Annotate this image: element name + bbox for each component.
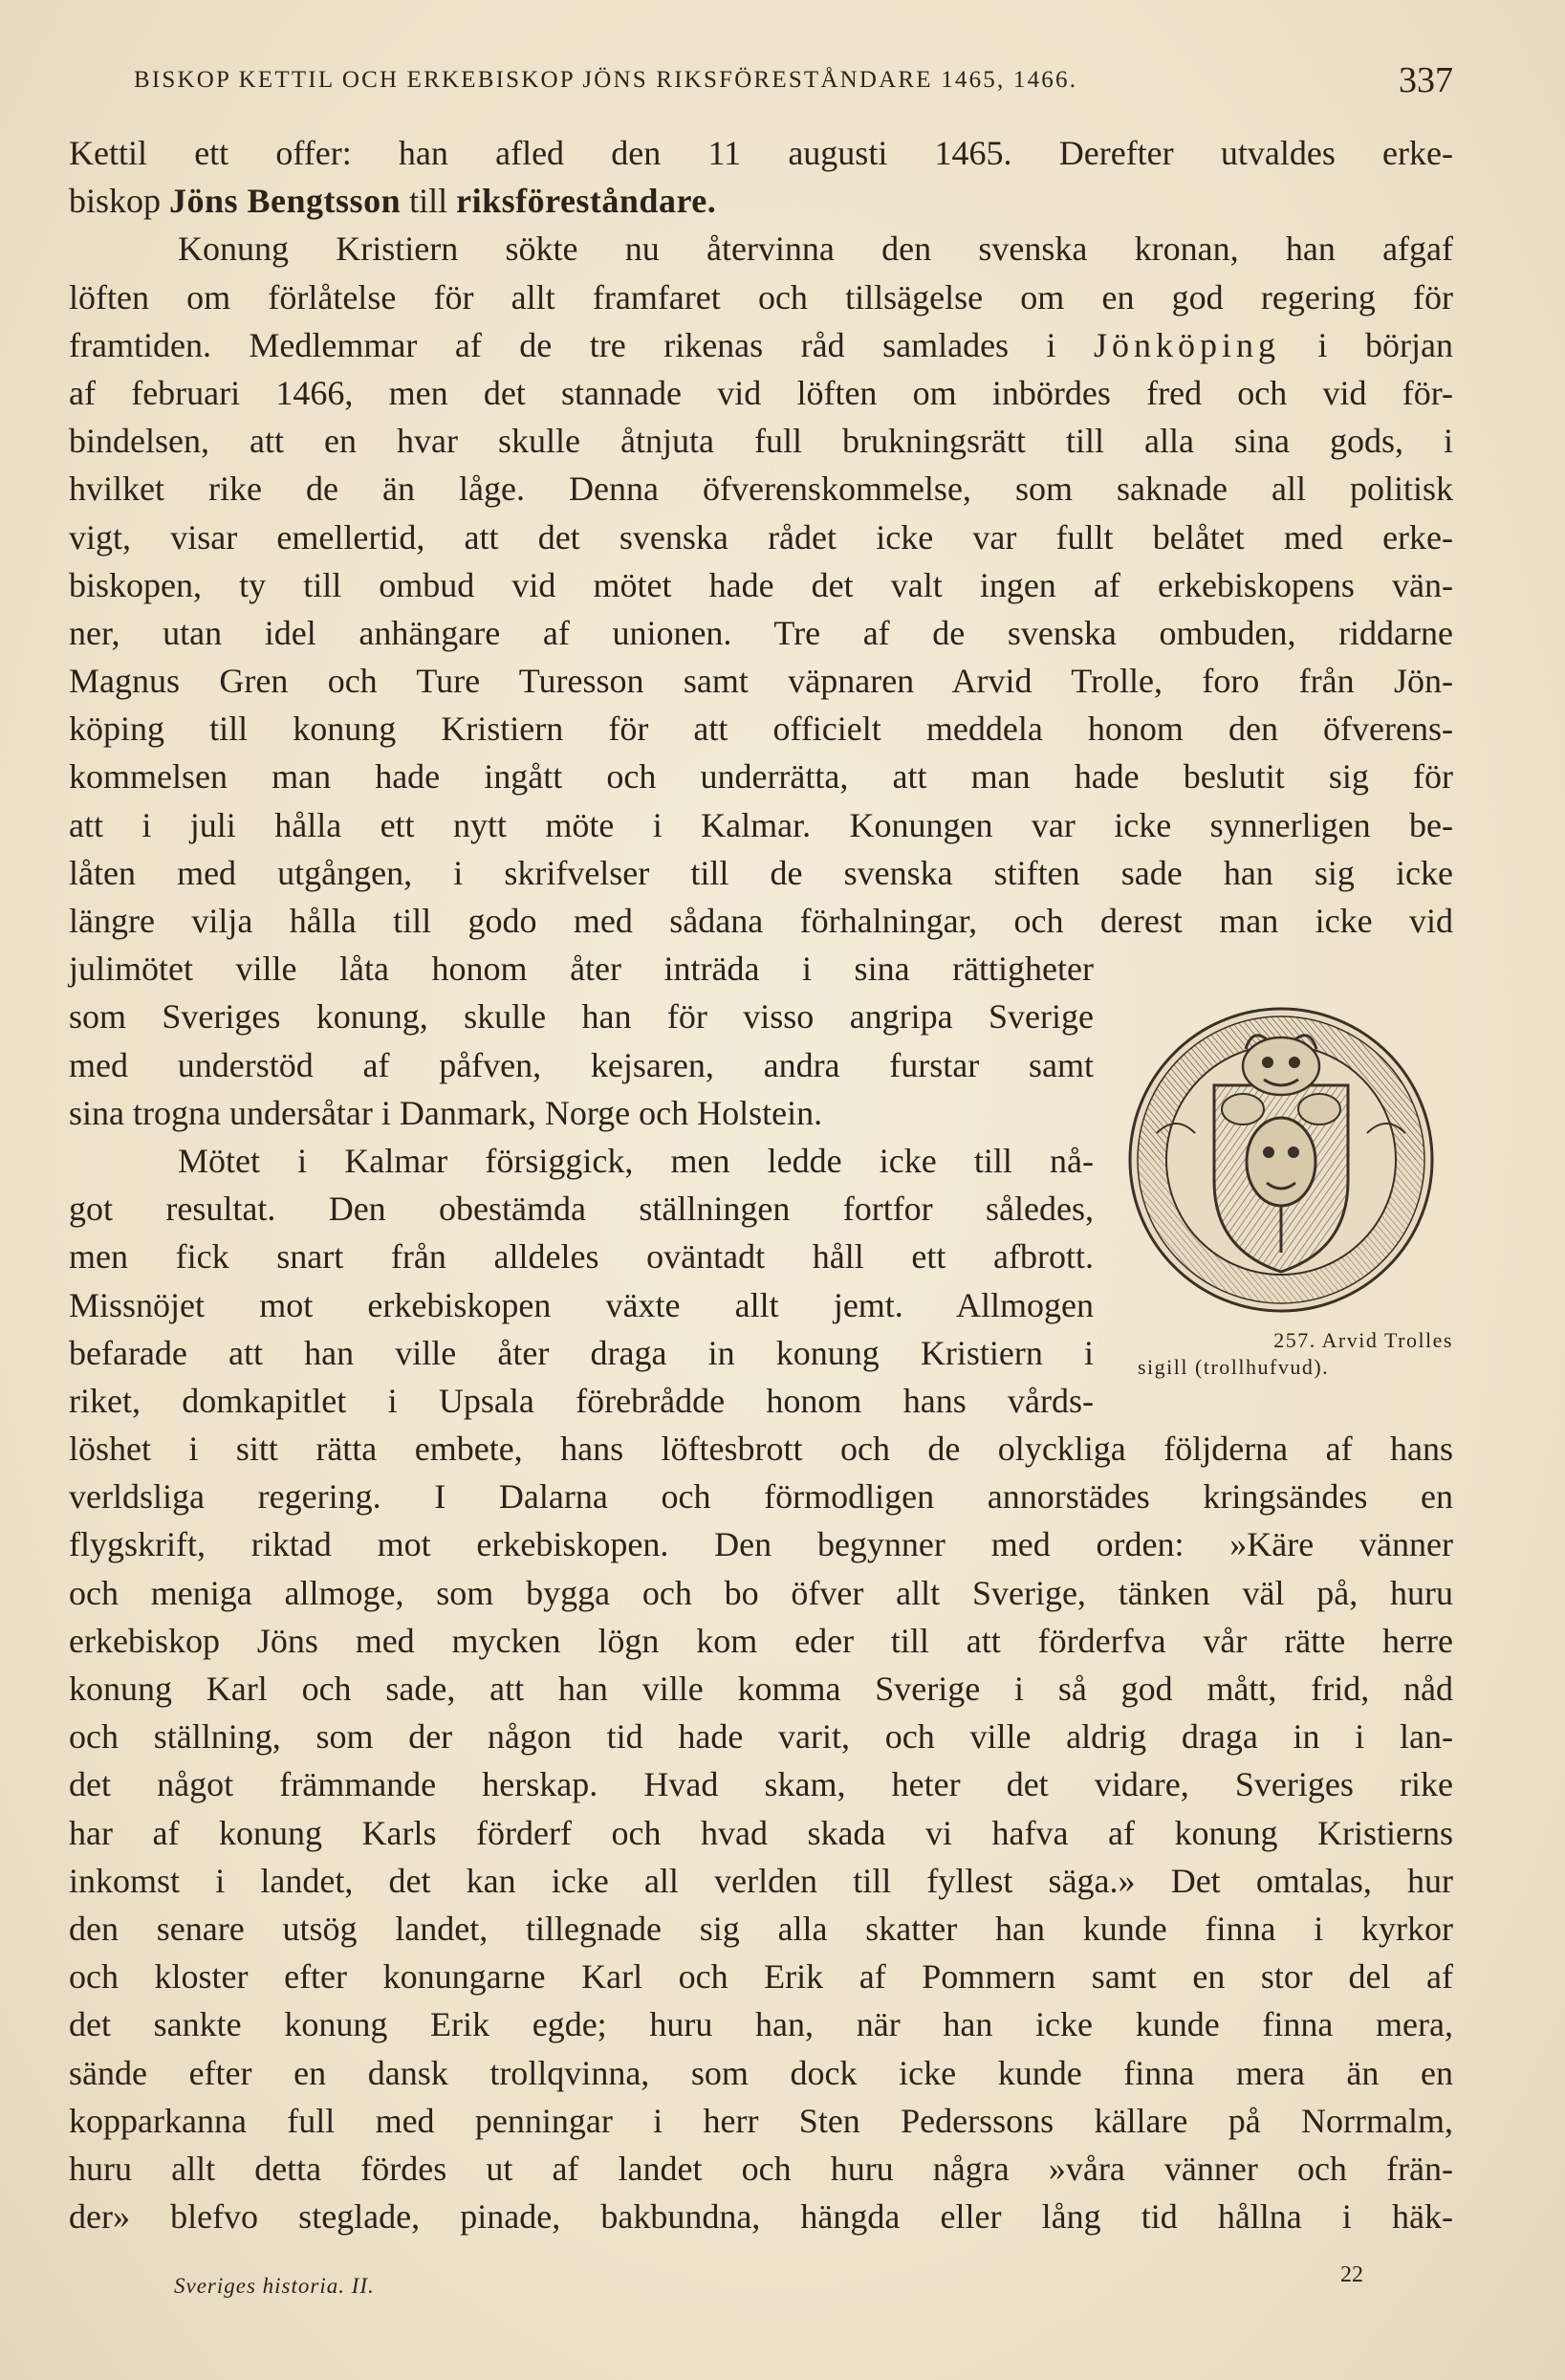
text-line: verldsliga regering. I Dalarna och förmodligen annorstädes kringsändes en [69,1477,1453,1517]
text-line: som Sveriges konung, skulle han för visso angripa Sverige [69,997,1094,1037]
text-line: har af konung Karls förderf och hvad skada vi hafva af konung Kristierns [69,1813,1453,1852]
text-line: hvilket rike de än låge. Denna öfverenskommelse, som saknade all politisk [69,469,1453,509]
emphasized-title: riksföreståndare. [456,182,717,221]
text-line: erkebiskop Jöns med mycken lögn kom eder till att förderfva vår rätte herre [69,1621,1453,1660]
text-line: Missnöjet mot erkebiskopen växte allt jemt. Allmogen [69,1285,1094,1324]
text-line: det sankte konung Erik egde; huru han, när han icke kunde finna mera, [69,2005,1453,2044]
text-line: inkomst i landet, det kan icke all verlden till fyllest säga.» Det omtalas, hur [69,1861,1453,1900]
text-line: sände efter en dansk trollqvinna, som dock icke kunde finna mera än en [69,2053,1453,2092]
text-line: köping till konung Kristiern för att officielt meddela honom den öfverens- [69,710,1453,749]
page-header [134,59,1453,107]
text-line: konung Karl och sade, att han ville komma Sverige i så god mått, frid, nåd [69,1670,1453,1708]
text-line: men fick snart från alldeles oväntadt håll ett afbrott. [69,1237,1094,1277]
page-number: 337 [1399,60,1453,100]
text-line: framtiden. Medlemmar af de tre rikenas råd samlades i Jönköping i början [69,325,1453,364]
text-line: bindelsen, att en hvar skulle åtnjuta full brukningsrätt till alla sina gods, i [69,422,1453,461]
text-line: kommelsen man hade ingått och underrätta, att man hade beslutit sig för [69,757,1453,797]
text-line: huru allt detta fördes ut af landet och huru några »våra vänner och frän- [69,2149,1453,2188]
text-line: och ställning, som der någon tid hade varit, och ville aldrig draga in i lan- [69,1717,1453,1757]
signature-mark: 22 [1340,2262,1363,2287]
text-line: och meniga allmoge, som bygga och bo öfver allt Sverige, tänken väl på, huru [69,1573,1453,1612]
text-line: och kloster efter konungarne Karl och Erik af Pommern samt en stor del af [69,1957,1453,1997]
text-line: löften om förlåtelse för allt framfaret och tillsägelse om en god regering för [69,277,1453,317]
paragraph-start-line: Konung Kristiern sökte nu återvinna den svenska kronan, han afgaf [178,229,1453,269]
text-line: biskop Jöns Bengtsson till riksföreståndare. [69,182,717,221]
text-line: befarade att han ville åter draga in konung Kristiern i [69,1333,1094,1372]
text-line: att i juli hålla ett nytt möte i Kalmar. Konungen var icke synnerligen be- [69,805,1453,844]
text-line: låten med utgången, i skrifvelser till de svenska stiften sade han sig icke [69,853,1453,892]
spaced-place-name: Jönköping [1094,325,1281,364]
footer-book-title: Sveriges historia. II. [174,2274,375,2298]
paragraph-start-line: Mötet i Kalmar försiggick, men ledde icke till nå- [178,1141,1094,1180]
seal-illustration [1119,999,1444,1324]
figure-caption [1138,1327,1453,1381]
text-line: der» blefvo steglade, pinade, bakbundna, hängda eller lång tid hållna i häk- [69,2197,1453,2237]
text-line: ner, utan idel anhängare af unionen. Tre af de svenska ombuden, riddarne [69,613,1453,652]
caption-line-1: 257. Arvid Trolles [1273,1328,1453,1352]
text-line: sina trogna undersåtar i Danmark, Norge och Holstein. [69,1093,823,1132]
text-line: biskopen, ty till ombud vid mötet hade det valt ingen af erkebiskopens vän- [69,565,1453,604]
caption-line-2: sigill (trollhufvud). [1138,1355,1330,1379]
text-line: got resultat. Den obestämda ställningen fortfor således, [69,1190,1094,1229]
text-line: den senare utsög landet, tillegnade sig alla skatter han kunde finna i kyrkor [69,1909,1453,1948]
text-line: vigt, visar emellertid, att det svenska rådet icke var fullt belåtet med erke- [69,517,1453,557]
text-line: riket, domkapitlet i Upsala förebrådde honom hans vårds- [69,1381,1094,1420]
text-line: det något främmande herskap. Hvad skam, heter det vidare, Sveriges rike [69,1765,1453,1804]
running-head: BISKOP KETTIL OCH ERKEBISKOP JÖNS RIKSFÖRESTÅNDARE 1465, 1466. [134,67,1078,93]
emphasized-name: Jöns Bengtsson [169,182,402,221]
text-line: Magnus Gren och Ture Turesson samt väpnaren Arvid Trolle, foro från Jön- [69,662,1453,701]
text-line: af februari 1466, men det stannade vid löften om inbördes fred och vid för- [69,373,1453,412]
text-line: längre vilja hålla till godo med sådana förhalningar, och derest man icke vid [69,902,1453,940]
troll-head-seal-icon [1119,999,1444,1324]
text-line: Kettil ett offer: han afled den 11 augusti 1465. Derefter utvaldes erke- [69,134,1453,172]
text-line: flygskrift, riktad mot erkebiskopen. Den begynner med orden: »Käre vänner [69,1525,1453,1564]
text-line: kopparkanna full med penningar i herr Sten Pederssons källare på Norrmalm, [69,2101,1453,2140]
text-line: julimötet ville låta honom åter inträda i sina rättigheter [69,950,1094,989]
text-line: med understöd af påfven, kejsaren, andra furstar samt [69,1045,1094,1084]
text-line: löshet i sitt rätta embete, hans löftesbrott och de olyckliga följderna af hans [69,1430,1453,1469]
